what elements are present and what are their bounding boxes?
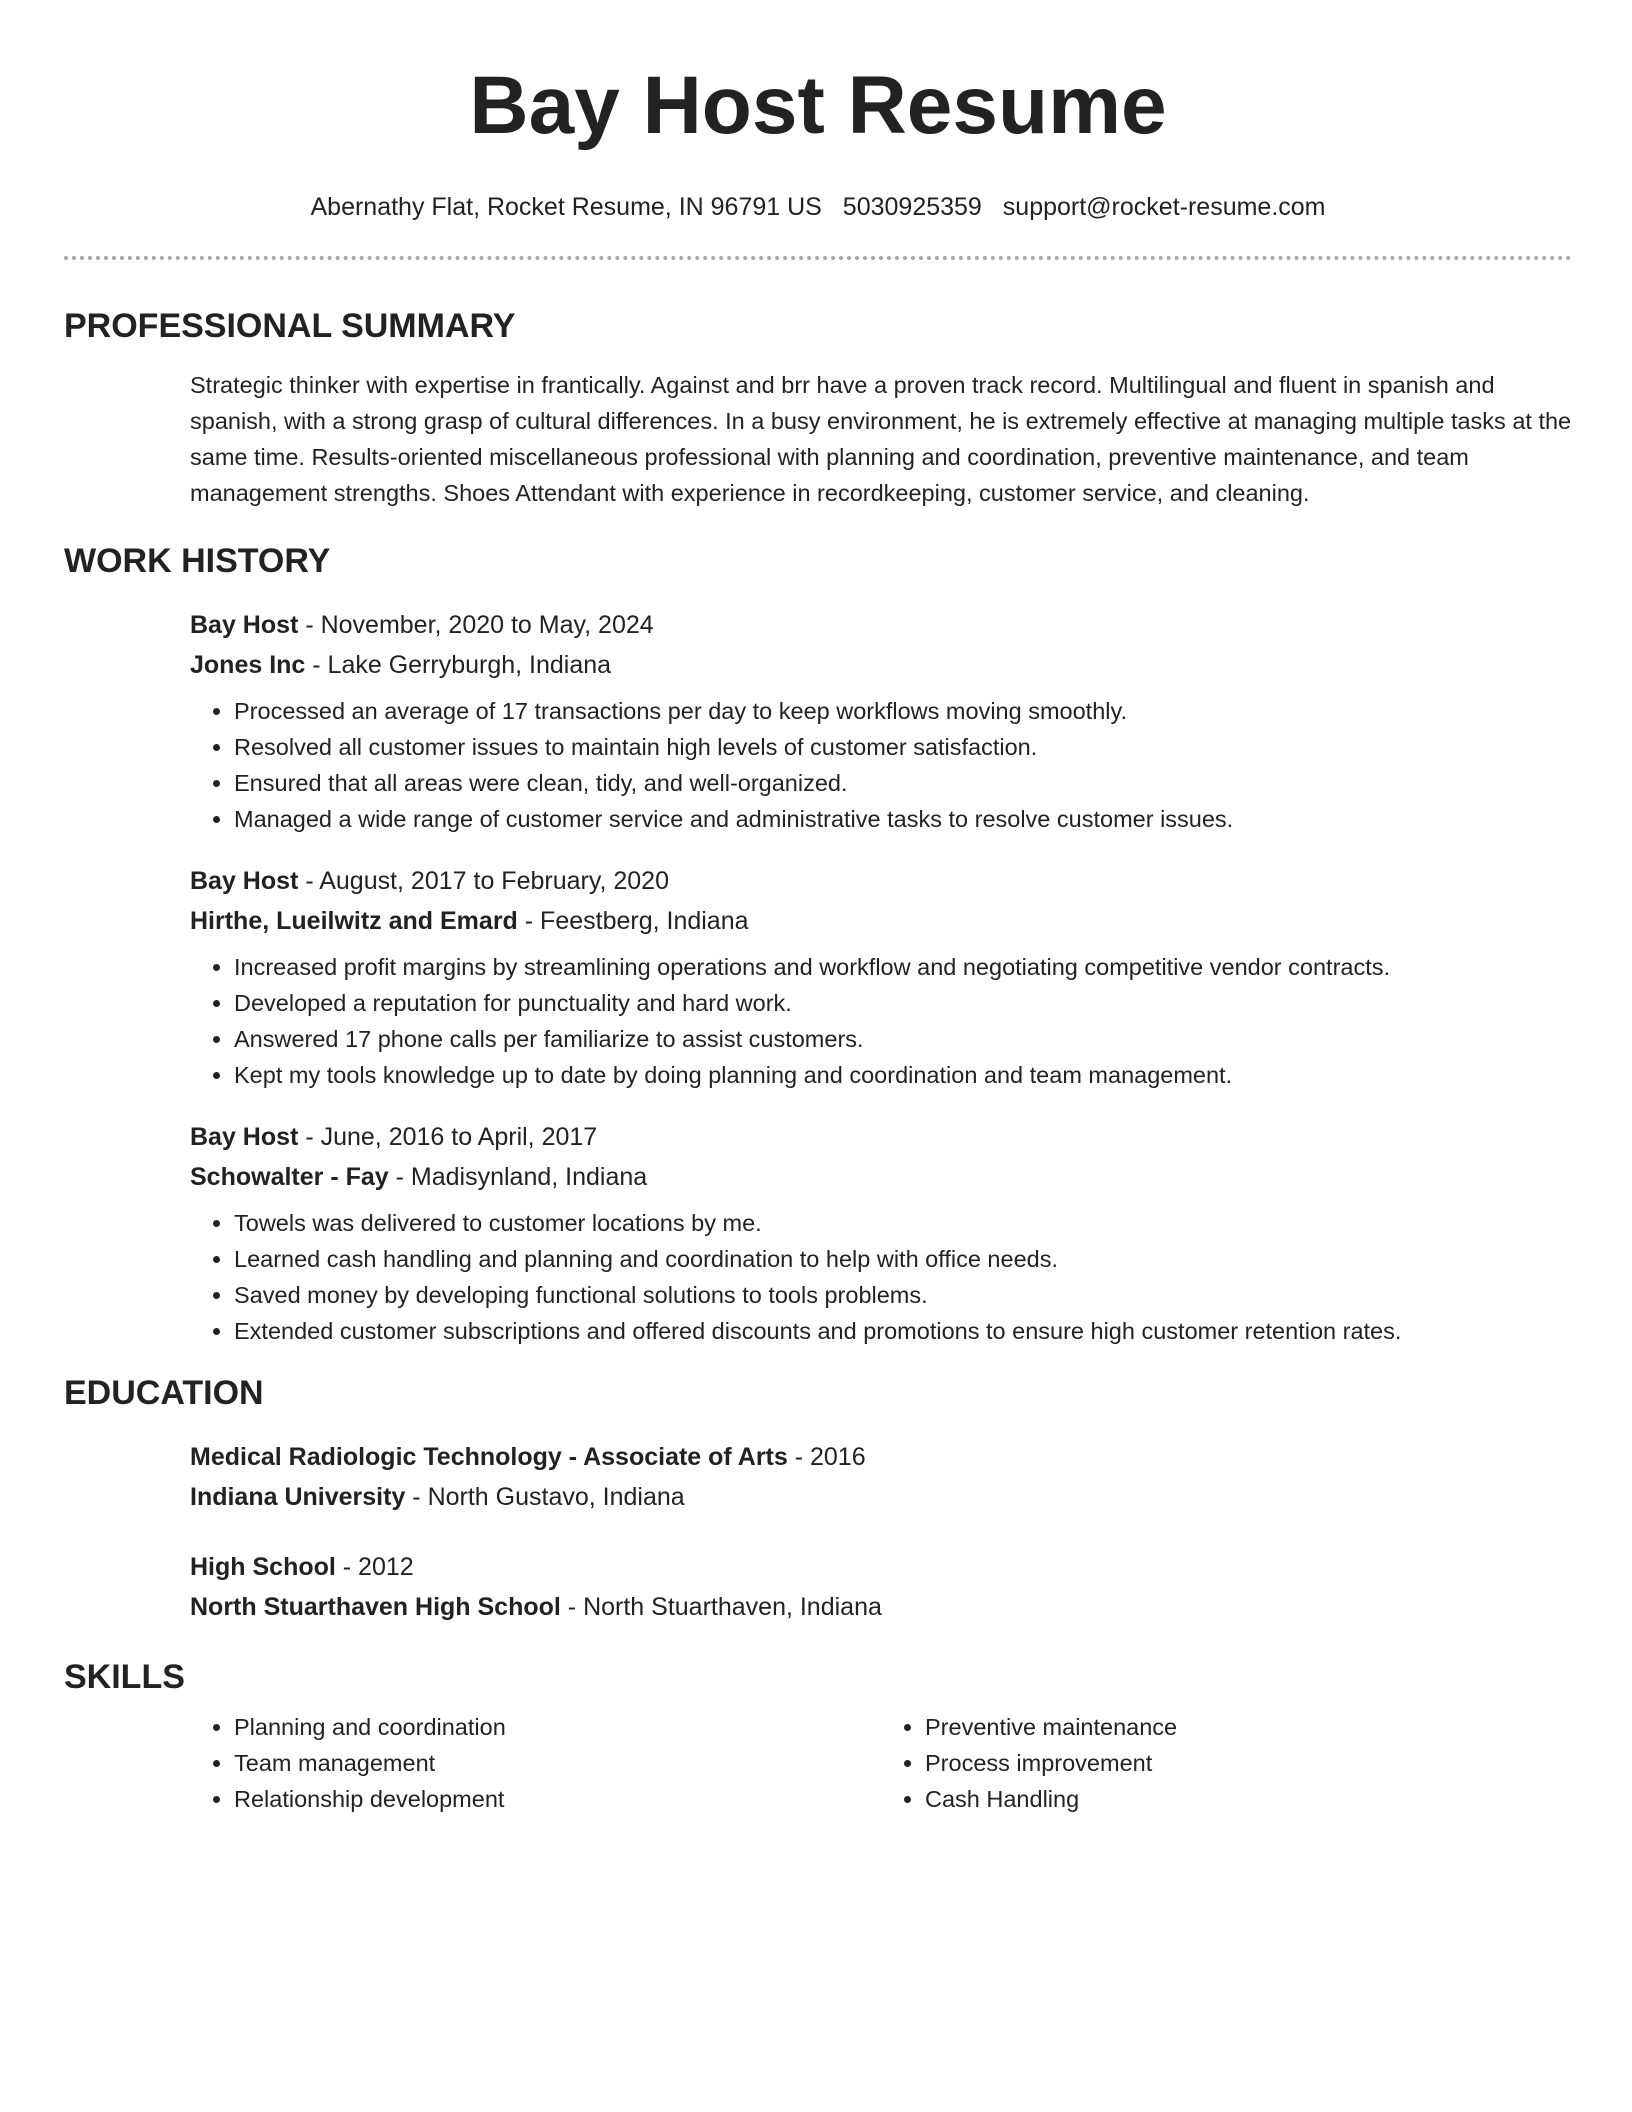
- header-divider: [64, 256, 1572, 260]
- skill-item: • Relationship development: [234, 1781, 881, 1817]
- job-role: Bay Host: [190, 611, 299, 639]
- resume-page: [64, 0, 1572, 1817]
- job-location: - Lake Gerryburgh, Indiana: [305, 651, 612, 679]
- job-bullet: • Ensured that all areas were clean, tidy, and well-organized.: [234, 765, 1572, 801]
- job-bullets: [190, 949, 1572, 1093]
- job-location: - Feestberg, Indiana: [517, 907, 749, 935]
- education-degree-line: [190, 1437, 1572, 1477]
- skill-item: • Planning and coordination: [234, 1709, 881, 1745]
- contact-phone: 5030925359: [842, 193, 982, 221]
- contact-address: Abernathy Flat, Rocket Resume, IN 96791 US: [310, 193, 822, 221]
- education-entry: [190, 1437, 1572, 1517]
- job-bullets: [190, 1205, 1572, 1349]
- job-company-line: [190, 645, 1572, 685]
- job-role: Bay Host: [190, 1123, 299, 1151]
- summary-text: Strategic thinker with expertise in frantically. Against and brr have a proven track record. Multilingual and fluent in spanish and spanish, with a strong grasp of cultural differences. In a busy environment, he is extremely effective at managing multiple tasks at the same time. Results-oriented miscellaneous professional with planning and coordination, preventive maintenance, and team management strengths. Shoes Attendant with experience in recordkeeping, customer service, and cleaning.: [190, 372, 1572, 506]
- job-dates: - November, 2020 to May, 2024: [298, 611, 654, 639]
- contact-email: support@rocket-resume.com: [1002, 193, 1326, 221]
- job-bullet: • Resolved all customer issues to maintain high levels of customer satisfaction.: [234, 729, 1572, 765]
- job-bullet: • Learned cash handling and planning and coordination to help with office needs.: [234, 1241, 1572, 1277]
- education-location: - North Gustavo, Indiana: [405, 1483, 685, 1511]
- job-bullet: • Managed a wide range of customer service and administrative tasks to resolve customer issues.: [234, 801, 1572, 837]
- job-entry: [190, 605, 1572, 837]
- skills-column-left: [190, 1709, 881, 1817]
- contact-line: [64, 192, 1572, 222]
- job-bullet: • Saved money by developing functional solutions to tools problems.: [234, 1277, 1572, 1313]
- job-bullet: • Answered 17 phone calls per familiarize to assist customers.: [234, 1021, 1572, 1057]
- job-dates: - June, 2016 to April, 2017: [298, 1123, 598, 1151]
- education-degree: High School: [190, 1553, 336, 1581]
- job-dates: - August, 2017 to February, 2020: [298, 867, 669, 895]
- job-bullet: • Towels was delivered to customer locations by me.: [234, 1205, 1572, 1241]
- education-entry: [190, 1547, 1572, 1627]
- education-location: - North Stuarthaven, Indiana: [560, 1593, 882, 1621]
- job-company-line: [190, 901, 1572, 941]
- skill-item: • Team management: [234, 1745, 881, 1781]
- job-title-line: [190, 861, 1572, 901]
- job-bullet: • Processed an average of 17 transactions per day to keep workflows moving smoothly.: [234, 693, 1572, 729]
- job-entry: [190, 861, 1572, 1093]
- skill-item: • Preventive maintenance: [925, 1709, 1572, 1745]
- summary-heading: PROFESSIONAL SUMMARY: [64, 307, 516, 345]
- job-bullet: • Increased profit margins by streamlining operations and workflow and negotiating competitive vendor contracts.: [234, 949, 1572, 985]
- job-bullets: [190, 693, 1572, 837]
- job-bullet: • Developed a reputation for punctuality and hard work.: [234, 985, 1572, 1021]
- work-history-heading: WORK HISTORY: [64, 542, 331, 580]
- education-school: Indiana University: [190, 1483, 406, 1511]
- education-degree-line: [190, 1547, 1572, 1587]
- education-degree: Medical Radiologic Technology - Associate of Arts: [190, 1443, 788, 1471]
- job-title-line: [190, 605, 1572, 645]
- job-title-line: [190, 1117, 1572, 1157]
- job-company: Jones Inc: [190, 651, 306, 679]
- education-section: [64, 1373, 1572, 1627]
- resume-name-title: Bay Host Resume: [469, 60, 1167, 151]
- skill-item: • Cash Handling: [925, 1781, 1572, 1817]
- summary-section: [64, 306, 1572, 511]
- work-history-section: [64, 541, 1572, 1349]
- skill-item: • Process improvement: [925, 1745, 1572, 1781]
- education-year: - 2016: [787, 1443, 866, 1471]
- skills-column-right: [881, 1709, 1572, 1817]
- education-school: North Stuarthaven High School: [190, 1593, 561, 1621]
- job-company: Hirthe, Lueilwitz and Emard: [190, 907, 518, 935]
- education-school-line: [190, 1477, 1572, 1517]
- skills-heading: SKILLS: [64, 1658, 185, 1696]
- job-role: Bay Host: [190, 867, 299, 895]
- job-company: Schowalter - Fay: [190, 1163, 389, 1191]
- job-bullet: • Extended customer subscriptions and offered discounts and promotions to ensure high customer retention rates.: [234, 1313, 1572, 1349]
- job-company-line: [190, 1157, 1572, 1197]
- education-heading: EDUCATION: [64, 1374, 264, 1412]
- job-entry: [190, 1117, 1572, 1349]
- skills-grid: [190, 1709, 1572, 1817]
- job-location: - Madisynland, Indiana: [388, 1163, 648, 1191]
- skills-section: [64, 1657, 1572, 1817]
- job-bullet: • Kept my tools knowledge up to date by doing planning and coordination and team management.: [234, 1057, 1572, 1093]
- education-school-line: [190, 1587, 1572, 1627]
- education-year: - 2012: [335, 1553, 414, 1581]
